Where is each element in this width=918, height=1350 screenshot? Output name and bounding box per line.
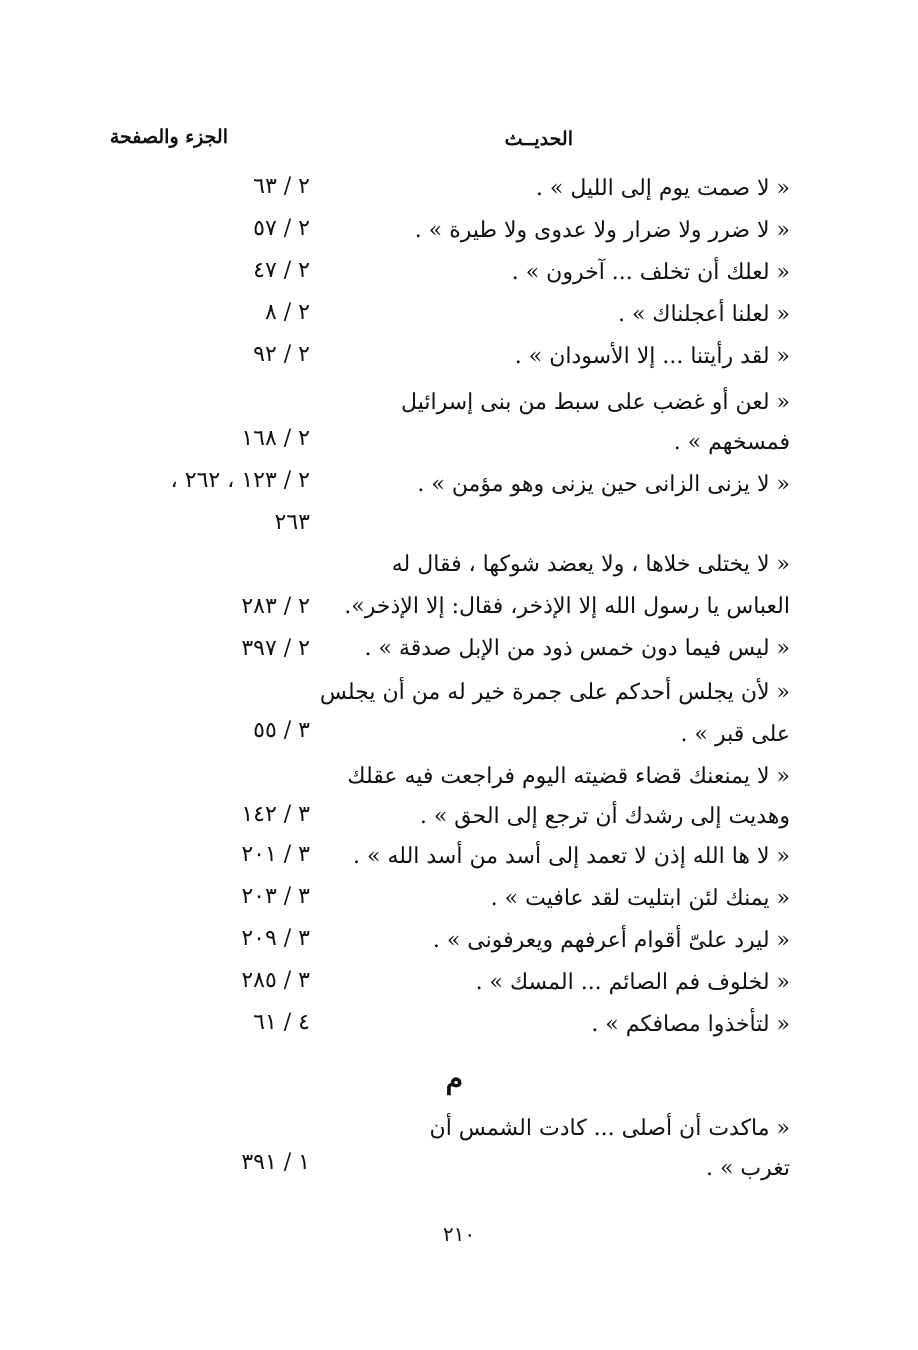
page-number: ٢١٠: [442, 1222, 476, 1246]
hadith-line: « لعلك أن تخلف ... آخرون » .: [511, 260, 790, 285]
hadith-line: « ماكدت أن أصلى ... كادت الشمس أن: [429, 1116, 790, 1141]
reference-entry: ١ / ٣٩١: [241, 1150, 310, 1175]
reference-entry: ٢٦٣: [274, 510, 310, 535]
hadith-line: « لقد رأيتنا ... إلا الأسودان » .: [514, 344, 790, 369]
column-header-reference: الجزء والصفحة: [109, 126, 228, 148]
reference-entry: ٣ / ٢٠٣: [241, 884, 310, 909]
reference-entry: ٢ / ٦٣: [253, 174, 310, 199]
hadith-line: على قبر » .: [680, 722, 790, 747]
reference-entry: ٣ / ٢٨٥: [241, 968, 310, 993]
hadith-line: « ليرد علىّ أقوام أعرفهم ويعرفونى » .: [432, 928, 790, 953]
reference-entry: ٢ / ١٢٣ ، ٢٦٢ ،: [170, 468, 310, 493]
reference-entry: ٣ / ٥٥: [253, 718, 310, 743]
reference-entry: ٢ / ٥٧: [253, 216, 310, 241]
hadith-line: « لا ها الله إذن لا تعمد إلى أسد من أسد الله » .: [353, 844, 790, 869]
hadith-line: « لا ضرر ولا ضرار ولا عدوى ولا طيرة » .: [414, 218, 790, 243]
section-letter: م: [445, 1062, 463, 1095]
hadith-line: « لا يزنى الزانى حين يزنى وهو مؤمن » .: [417, 472, 790, 497]
reference-entry: ٢ / ١٦٨: [241, 426, 310, 451]
hadith-line: فمسخهم » .: [673, 430, 790, 455]
reference-entry: ٢ / ٢٨٣: [241, 594, 310, 619]
reference-entry: ٢ / ٤٧: [253, 258, 310, 283]
reference-entry: ٣ / ٢٠١: [241, 842, 310, 867]
hadith-line: « لخلوف فم الصائم ... المسك » .: [475, 970, 790, 995]
reference-entry: ٢ / ٣٩٧: [241, 636, 310, 661]
hadith-line: العباس يا رسول الله إلا الإذخر، فقال: إلا الإذخر».: [344, 594, 790, 619]
hadith-line: « يمنك لئن ابتليت لقد عافيت » .: [490, 886, 790, 911]
hadith-line: « لا يمنعنك قضاء قضيته اليوم فراجعت فيه عقلك: [347, 764, 790, 789]
reference-entry: ٤ / ٦١: [253, 1010, 310, 1035]
hadith-line: « لا يختلى خلاها ، ولا يعضد شوكها ، فقال له: [391, 552, 790, 577]
hadith-line: وهديت إلى رشدك أن ترجع إلى الحق » .: [419, 804, 790, 829]
reference-entry: ٢ / ٨: [264, 300, 310, 325]
reference-entry: ٣ / ٢٠٩: [241, 926, 310, 951]
hadith-line: « لتأخذوا مصافكم » .: [591, 1012, 790, 1037]
hadith-line: « لأن يجلس أحدكم على جمرة خير له من أن يجلس: [319, 680, 790, 705]
hadith-line: « لا صمت يوم إلى الليل » .: [535, 176, 790, 201]
column-header-hadith: الحديــث: [504, 128, 573, 150]
hadith-line: تغرب » .: [705, 1156, 790, 1181]
hadith-line: « ليس فيما دون خمس ذود من الإبل صدقة » .: [364, 636, 790, 661]
hadith-line: « لعن أو غضب على سبط من بنى إسرائيل: [401, 390, 790, 415]
reference-entry: ٣ / ١٤٢: [241, 802, 310, 827]
hadith-line: « لعلنا أعجلناك » .: [617, 302, 790, 327]
reference-entry: ٢ / ٩٢: [253, 342, 310, 367]
